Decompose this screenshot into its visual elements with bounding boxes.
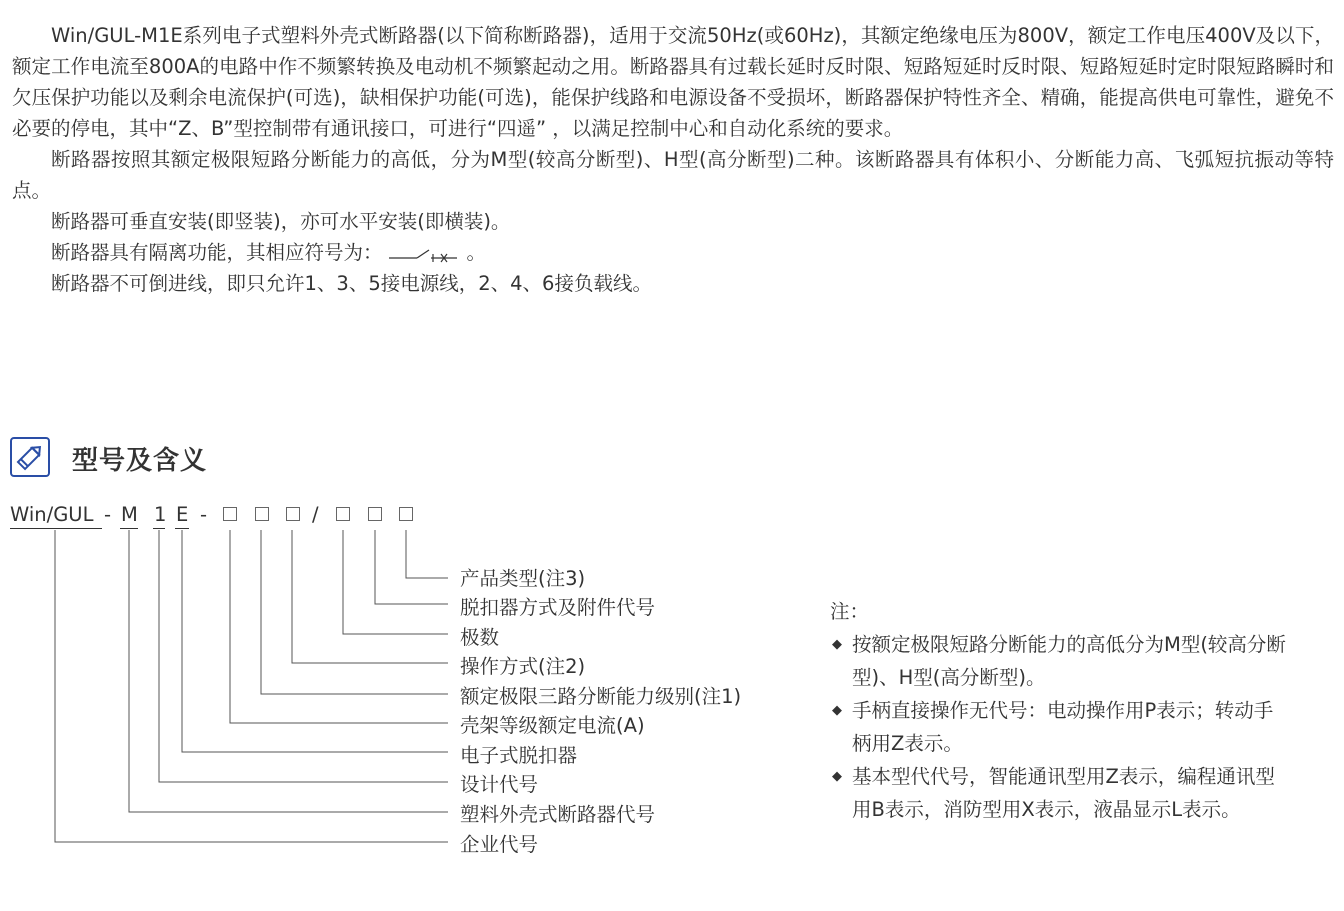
model-dash: - (200, 503, 208, 526)
tree-line-company (55, 530, 448, 842)
meaning-label: 设计代号 (460, 773, 539, 796)
note-text: 基本型代代号，智能通讯型用Z表示，编程通讯型用B表示，消防型用X表示，液晶显示L表示。 (852, 765, 1275, 821)
section-title: 型号及含义 (72, 446, 208, 476)
note-item (830, 760, 1290, 826)
meaning-label: 电子式脱扣器 (460, 744, 578, 767)
bullet-icon: ◆ (832, 769, 842, 784)
tree-line-release (375, 530, 448, 604)
tree-line-electronic (182, 530, 448, 752)
tree-line-design (159, 530, 448, 782)
meaning-label: 企业代号 (460, 833, 539, 856)
meaning-label: 产品类型(注3) (460, 567, 586, 590)
model-design-code: 1 (154, 503, 167, 526)
model-m-code: M (121, 503, 138, 526)
note-text: 按额定极限短路分断能力的高低分为M型(较高分断型)、H型(高分断型)。 (852, 633, 1286, 689)
note-item (830, 694, 1290, 760)
meaning-label: 壳架等级额定电流(A) (460, 714, 645, 737)
notes-block (830, 595, 1290, 826)
note-item (830, 628, 1290, 694)
isolation-suffix: 。 (466, 241, 487, 264)
meaning-label: 塑料外壳式断路器代号 (460, 803, 656, 826)
bullet-icon: ◆ (832, 703, 842, 718)
tree-line-breaking (261, 530, 448, 694)
model-company-code: Win/GUL (10, 503, 94, 526)
intro-paragraph-3: 断路器可垂直安装(即竖装)，亦可水平安装(即横装)。 (51, 210, 511, 233)
intro-paragraph-5: 断路器不可倒进线，即只允许1、3、5接电源线，2、4、6接负载线。 (51, 272, 652, 295)
tree-line-poles (343, 530, 448, 634)
model-slash: / (312, 503, 319, 526)
model-dash: - (104, 503, 112, 526)
notes-title: 注： (830, 600, 870, 623)
isolation-text: 断路器具有隔离功能，其相应符号为： (51, 241, 383, 264)
meaning-label: 极数 (460, 626, 500, 649)
model-e-code: E (176, 503, 189, 526)
intro-paragraph-1: Win/GUL-M1E系列电子式塑料外壳式断路器(以下简称断路器)，适用于交流50Hz(或60Hz)，其额定绝缘电压为800V，额定工作电压400V及以下，额定工作电流至800A的电路中作不频繁转换及电动机不频繁起动之用。断路器具有过载长延时反时限、短路短延时反时限、短路短延时定时限短路瞬时和欠压保护功能以及剩余电流保护(可选)，缺相保护功能(可选)，能保护线路和电源设备不受损坏，断路器保护特性齐全、精确，能提高供电可靠性，避免不必要的停电，其中“Z、B”型控制带有通讯接口，可进行“四遥” ，以满足控制中心和自动化系统的要求。 (12, 24, 1334, 140)
meaning-label: 脱扣器方式及附件代号 (460, 596, 656, 619)
tree-line-molded-case (129, 530, 448, 812)
intro-paragraph-2: 断路器按照其额定极限短路分断能力的高低，分为M型(较高分断型)、H型(高分断型)二种。该断路器具有体积小、分断能力高、飞弧短抗振动等特点。 (12, 148, 1334, 202)
tree-line-product-type (406, 530, 448, 578)
tree-line-operation (292, 530, 448, 663)
meaning-label: 操作方式(注2) (460, 655, 586, 678)
meaning-label: 额定极限三路分断能力级别(注1) (460, 685, 742, 708)
model-tree-lines (0, 0, 460, 911)
note-text: 手柄直接操作无代号：电动操作用P表示；转动手柄用Z表示。 (852, 699, 1274, 755)
bullet-icon: ◆ (832, 637, 842, 652)
